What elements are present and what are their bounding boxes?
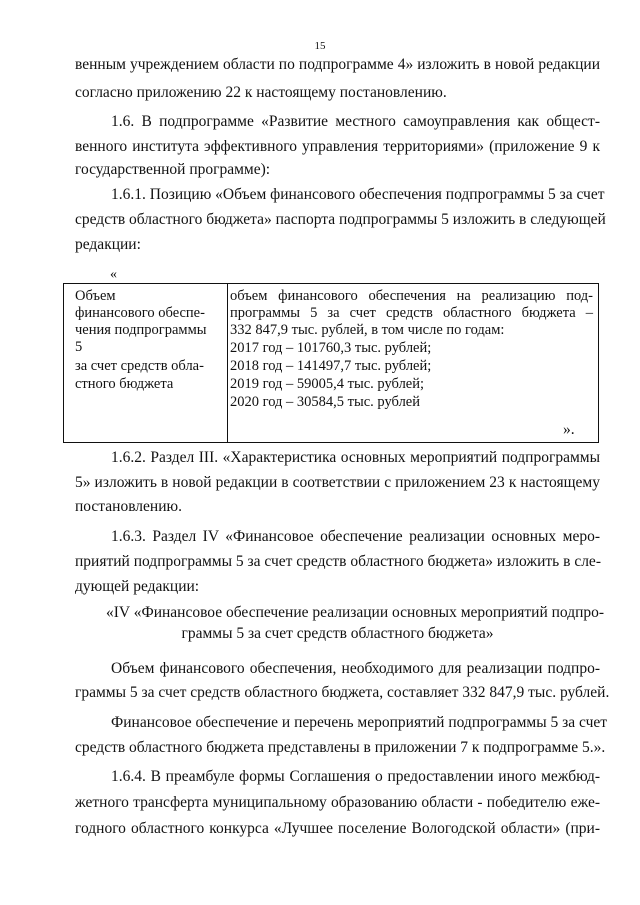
section-heading-line: граммы 5 за счет средств областного бюджета» (181, 625, 494, 642)
text-line: согласно приложению 22 к настоящему постановлению. (75, 84, 447, 101)
text-line: венным учреждением области по подпрограмме 4» изложить в новой редакции (75, 56, 600, 73)
table-right-cell-line: программы 5 за счет средств областного бюджета – (230, 305, 593, 321)
text-line: Финансовое обеспечение и перечень мероприятий подпрограммы 5 за счет (111, 714, 608, 731)
text-line: 1.6.4. В преамбуле формы Соглашения о предоставлении иного межбюд- (111, 768, 600, 785)
page-number: 15 (314, 40, 326, 52)
close-quote: ». (563, 421, 575, 438)
text-line: редакции: (75, 236, 141, 253)
table-divider (227, 284, 228, 442)
table-right-cell-line: 2017 год – 101760,3 тыс. рублей; (230, 340, 432, 356)
table-left-cell-line: Объем (75, 288, 116, 304)
text-line: государственной программе): (75, 161, 271, 178)
text-line: 1.6. В подпрограмме «Развитие местного самоуправления как общест- (111, 113, 600, 130)
text-line: венного института эффективного управления территориями» (приложение 9 к (75, 138, 600, 155)
text-line: 1.6.2. Раздел III. «Характеристика основных мероприятий подпрограммы (111, 449, 600, 466)
text-line: дующей редакции: (75, 578, 200, 595)
table-left-cell-line: за счет средств обла- (75, 358, 204, 374)
table-right-cell-line: 2019 год – 59005,4 тыс. рублей; (230, 376, 425, 392)
section-heading-line: «IV «Финансовое обеспечение реализации основных мероприятий подпро- (106, 604, 605, 621)
open-quote: « (110, 267, 117, 282)
text-line: средств областного бюджета» паспорта подпрограммы 5 изложить в следующей (75, 211, 606, 228)
text-line: 5» изложить в новой редакции в соответствии с приложением 23 к настоящему (75, 474, 600, 491)
text-line: Объем финансового обеспечения, необходимого для реализации подпро- (111, 660, 600, 677)
table-left-cell-line: 5 (75, 339, 83, 355)
text-line: средств областного бюджета представлены в приложении 7 к подпрограмме 5.». (75, 739, 606, 756)
table-right-cell-line: 2020 год – 30584,5 тыс. рублей (230, 394, 421, 410)
table-left-cell-line: стного бюджета (75, 376, 174, 392)
text-line: приятий подпрограммы 5 за счет средств областного бюджета» изложить в сле- (75, 553, 601, 570)
table-right-cell-line: 332 847,9 тыс. рублей, в том числе по годам: (230, 322, 505, 338)
text-line: постановлению. (75, 498, 182, 515)
text-line: годного областного конкурса «Лучшее поселение Вологодской области» (при- (75, 820, 600, 837)
table-left-cell-line: чения подпрограммы (75, 322, 207, 338)
text-line: 1.6.3. Раздел IV «Финансовое обеспечение реализации основных меро- (111, 528, 600, 545)
table-right-cell-line: объем финансового обеспечения на реализацию под- (230, 288, 593, 304)
text-line: жетного трансферта муниципальному образованию области - победителю еже- (75, 794, 600, 811)
text-line: 1.6.1. Позицию «Объем финансового обеспечения подпрограммы 5 за счет (111, 186, 605, 203)
table-right-cell-line: 2018 год – 141497,7 тыс. рублей; (230, 358, 432, 374)
text-line: граммы 5 за счет средств областного бюджета, составляет 332 847,9 тыс. рублей. (75, 684, 610, 701)
table-left-cell-line: финансового обеспе- (75, 305, 205, 321)
